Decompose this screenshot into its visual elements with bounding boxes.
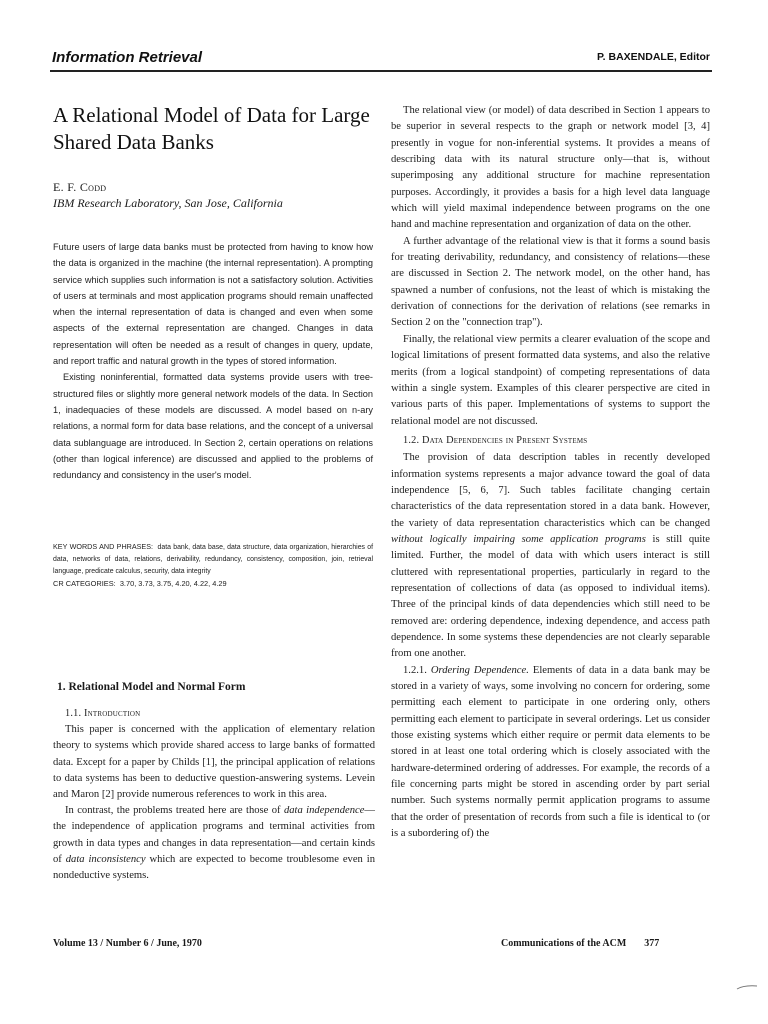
header-divider: [50, 70, 712, 72]
subsection-heading: 1.2. Data Dependencies in Present Systems: [403, 434, 588, 446]
emphasis-term: without logically impairing some application programs: [391, 533, 646, 545]
body-paragraph: The relational view (or model) of data described in Section 1 appears to be superior in several respects to the graph or network model [3, 4] presently in vogue for non-inferential systems. It provides a means of describing data with its natural structure only—that is, without superimposing any additional structure for machine representation purposes. Accordingly, it provides a basis for a high level data language which will yield maximal independence between programs on the one hand and machine representation and organization of data on the other.: [391, 105, 710, 231]
section-heading: 1. Relational Model and Normal Form: [57, 681, 246, 693]
keywords-text: data bank, data base, data structure, data organization, hierarchies of data, networks of data, relations, derivability, redundancy, consistency, composition, join, retrieval language, predicate calculus, security, data integrity: [53, 544, 373, 575]
emphasis-term: data independence: [283, 805, 365, 817]
right-column-body: [391, 103, 710, 842]
body-paragraph: Finally, the relational view permits a clearer evaluation of the scope and logical limitations of present formatted data systems, and also the relative merits (from a logical standpoint) of competing representations of data within a single system. Examples of this clearer perspective are cited in various parts of this paper. Implementations of systems to support the relational model are not discussed.: [391, 333, 710, 427]
cr-categories-text: 3.70, 3.73, 3.75, 4.20, 4.22, 4.29: [119, 579, 227, 588]
abstract: [53, 239, 373, 483]
body-paragraph: In contrast, the problems treated here are those of data independence—the independence of application programs and terminal activities from growth in data types and changes in data representation—and certain kinds of data inconsistency which are expected to become troublesome even in nondeductive systems.: [53, 805, 375, 882]
cr-categories-line: [53, 578, 373, 590]
keywords-line: [53, 541, 373, 578]
journal-section-label: Information Retrieval: [52, 49, 203, 66]
margin-pen-mark: [736, 983, 758, 991]
page-number: 377: [644, 938, 660, 949]
journal-name: Communications of the ACM: [501, 938, 627, 949]
paper-title: A Relational Model of Data for Large Shared Data Banks: [53, 103, 370, 154]
editor-label: P. BAXENDALE, Editor: [597, 51, 710, 63]
cr-categories-label: CR CATEGORIES:: [53, 579, 116, 588]
keywords-label: KEY WORDS AND PHRASES:: [53, 542, 153, 551]
body-paragraph: 1.2.1. Ordering Dependence. Elements of data in a data bank may be stored in a variety of ways, some involving no concern for ordering, some permitting each element to participate in one ordering only, others permitting each element to participate in several orderings. Let us consider those existing systems which either require or permit data elements to be stored in at least one total ordering which is closely associated with the hardware-determined ordering of addresses. For example, the records of a file concerning parts might be stored in ascending order by part serial number. Such systems normally permit application programs to assume that the order of presentation of records from such a file is identical to (or is a subordering of) the: [391, 664, 711, 840]
journal-footer: [501, 938, 659, 949]
author-name: E. F. Codd: [53, 180, 107, 194]
issue-info: Volume 13 / Number 6 / June, 1970: [53, 938, 202, 949]
emphasis-term: Ordering Dependence.: [430, 664, 529, 676]
body-paragraph: A further advantage of the relational view is that it forms a sound basis for treating derivability, redundancy, and consistency of relations—these are discussed in Section 2. The network model, on the other hand, has spawned a number of confusions, not the least of which is mistaking the derivation of connections for the derivation of relations (see remarks in Section 2 on the "connection trap").: [391, 235, 710, 329]
emphasis-term: data inconsistency: [65, 853, 146, 865]
author-affiliation: IBM Research Laboratory, San Jose, California: [53, 196, 283, 210]
left-column-body: [53, 706, 375, 884]
abstract-paragraph: Existing noninferential, formatted data systems provide users with tree-structured files or slightly more general network models of the data. In Section 1, inadequacies of these models are discussed. A model based on n-ary relations, a normal form for data base relations, and the concept of a universal data sublanguage are introduced. In Section 2, certain operations on relations (other than logical inference) are discussed and applied to the problems of redundancy and consistency in the user's model.: [53, 372, 373, 481]
abstract-paragraph: Future users of large data banks must be protected from having to know how the data is organized in the machine (the internal representation). A prompting service which supplies such information is not a satisfactory solution. Activities of users at terminals and most application programs should remain unaffected when the internal representation of data is changed and even when some aspects of the external representation are changed. Changes in data representation will often be needed as a result of changes in query, update, and report traffic and natural growth in the types of stored information.: [53, 242, 373, 367]
subsection-heading: 1.1. Introduction: [65, 708, 141, 719]
keywords-block: [53, 541, 373, 590]
body-paragraph: This paper is concerned with the application of elementary relation theory to systems which provide shared access to large banks of formatted data. Except for a paper by Childs [1], the principal application of relations to data systems has been to deductive question-answering systems. Levein and Maron [2] provide numerous references to work in this area.: [53, 724, 375, 801]
body-paragraph: The provision of data description tables in recently developed information systems represents a major advance toward the goal of data independence [5, 6, 7]. Such tables facilitate changing certain characteristics of the data representation stored in a data bank. However, the variety of data representation characteristics which can be changed without logically impairing some application programs is still quite limited. Further, the model of data with which users interact is still cluttered with representational properties, particularly in regard to the representation of collections of data (as opposed to individual items). Three of the principal kinds of data dependencies which still need to be removed are: ordering dependence, indexing dependence, and access path dependence. In some systems these dependencies are not clearly separable from one another.: [391, 452, 710, 660]
